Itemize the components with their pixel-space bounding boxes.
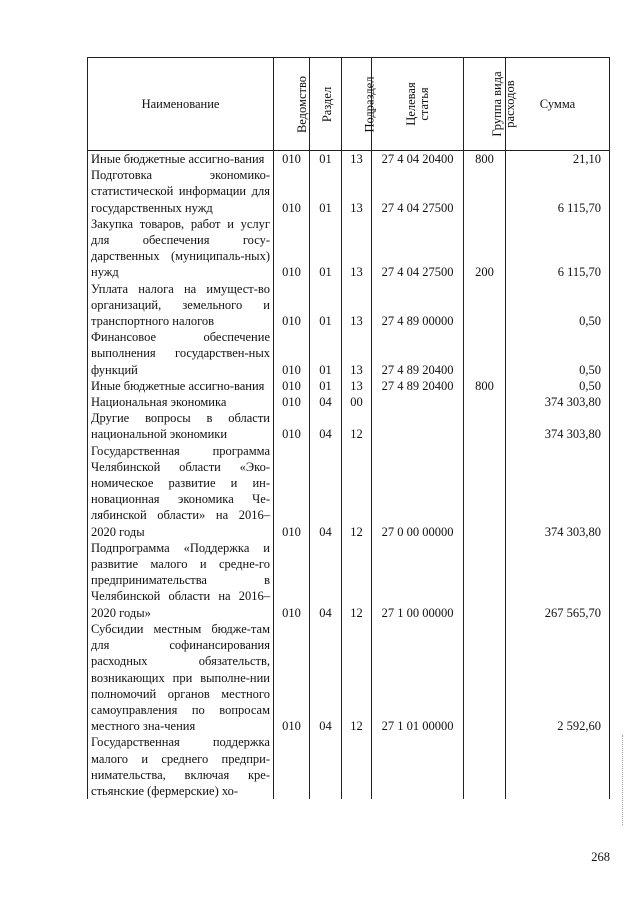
row-summa: 0,50 xyxy=(506,281,610,330)
row-razdel: 04 xyxy=(310,394,342,410)
scan-artifact xyxy=(622,735,624,825)
row-razdel: 04 xyxy=(310,443,342,540)
row-razdel: 01 xyxy=(310,216,342,281)
table-row xyxy=(88,216,610,281)
row-vedomstvo: 010 xyxy=(274,216,310,281)
table-row xyxy=(88,167,610,216)
row-podrazdel: 12 xyxy=(342,621,372,734)
row-celevaya-statya xyxy=(372,394,464,410)
row-vedomstvo: 010 xyxy=(274,281,310,330)
row-gruppa xyxy=(464,329,506,378)
header-razdel: Раздел xyxy=(310,58,342,151)
row-gruppa: 200 xyxy=(464,216,506,281)
row-gruppa: 800 xyxy=(464,378,506,394)
row-razdel: 01 xyxy=(310,151,342,168)
header-vedomstvo: Ведомство xyxy=(274,58,310,151)
row-podrazdel: 13 xyxy=(342,216,372,281)
row-podrazdel: 12 xyxy=(342,540,372,621)
row-celevaya-statya: 27 4 89 20400 xyxy=(372,378,464,394)
row-name: Государственная поддержка малого и среднего предпри-нимательства, включая кре-стьянские (фермерские) хо- xyxy=(88,734,274,799)
row-podrazdel: 13 xyxy=(342,329,372,378)
row-name: Иные бюджетные ассигно-вания xyxy=(88,378,274,394)
header-summa: Сумма xyxy=(506,58,610,151)
row-name: Иные бюджетные ассигно-вания xyxy=(88,151,274,168)
row-summa: 21,10 xyxy=(506,151,610,168)
row-gruppa xyxy=(464,394,506,410)
row-summa: 0,50 xyxy=(506,378,610,394)
table-row xyxy=(88,329,610,378)
table-row xyxy=(88,378,610,394)
table-row xyxy=(88,734,610,799)
row-celevaya-statya: 27 4 89 20400 xyxy=(372,329,464,378)
row-gruppa xyxy=(464,443,506,540)
row-summa: 374 303,80 xyxy=(506,443,610,540)
row-podrazdel: 12 xyxy=(342,410,372,442)
row-celevaya-statya: 27 1 01 00000 xyxy=(372,621,464,734)
row-gruppa xyxy=(464,410,506,442)
budget-table xyxy=(87,57,610,799)
row-summa: 2 592,60 xyxy=(506,621,610,734)
row-vedomstvo: 010 xyxy=(274,443,310,540)
row-vedomstvo: 010 xyxy=(274,394,310,410)
row-celevaya-statya xyxy=(372,734,464,799)
row-podrazdel: 13 xyxy=(342,167,372,216)
row-summa: 6 115,70 xyxy=(506,167,610,216)
header-gruppa: Группа вида расходов xyxy=(464,58,506,151)
row-name: Другие вопросы в области национальной экономики xyxy=(88,410,274,442)
row-gruppa xyxy=(464,540,506,621)
row-razdel: 01 xyxy=(310,329,342,378)
row-vedomstvo: 010 xyxy=(274,540,310,621)
row-vedomstvo: 010 xyxy=(274,378,310,394)
row-summa xyxy=(506,734,610,799)
row-celevaya-statya xyxy=(372,410,464,442)
row-name: Финансовое обеспечение выполнения государствен-ных функций xyxy=(88,329,274,378)
row-summa: 374 303,80 xyxy=(506,410,610,442)
row-vedomstvo: 010 xyxy=(274,329,310,378)
row-celevaya-statya: 27 4 89 00000 xyxy=(372,281,464,330)
row-name: Закупка товаров, работ и услуг для обеспечения госу-дарственных (муниципаль-ных) нужд xyxy=(88,216,274,281)
row-name: Уплата налога на имущест-во организаций, земельного и транспортного налогов xyxy=(88,281,274,330)
row-name: Подготовка экономико-статистической информации для государственных нужд xyxy=(88,167,274,216)
row-podrazdel: 00 xyxy=(342,394,372,410)
row-razdel: 04 xyxy=(310,621,342,734)
table-row xyxy=(88,410,610,442)
table-row xyxy=(88,394,610,410)
row-celevaya-statya: 27 4 04 27500 xyxy=(372,167,464,216)
row-name: Подпрограмма «Поддержка и развитие малого и средне-го предпринимательства в Челябинской области на 2016–2020 годы» xyxy=(88,540,274,621)
row-name: Государственная программа Челябинской области «Эко-номическое развитие и ин-новационная экономика Че-лябинской области» на 2016–2020 годы xyxy=(88,443,274,540)
row-razdel: 04 xyxy=(310,540,342,621)
row-celevaya-statya: 27 4 04 20400 xyxy=(372,151,464,168)
table-header-row xyxy=(88,58,610,151)
row-podrazdel: 13 xyxy=(342,281,372,330)
row-razdel: 01 xyxy=(310,378,342,394)
row-podrazdel: 12 xyxy=(342,443,372,540)
row-gruppa: 800 xyxy=(464,151,506,168)
row-summa: 267 565,70 xyxy=(506,540,610,621)
row-vedomstvo: 010 xyxy=(274,621,310,734)
table-row xyxy=(88,621,610,734)
row-razdel xyxy=(310,734,342,799)
row-podrazdel: 13 xyxy=(342,378,372,394)
row-razdel: 04 xyxy=(310,410,342,442)
row-gruppa xyxy=(464,734,506,799)
row-razdel: 01 xyxy=(310,281,342,330)
row-name: Субсидии местным бюдже-там для софинансирования расходных обязательств, возникающих при выполне-нии полномочий органов местного самоуправления по вопросам местного зна-чения xyxy=(88,621,274,734)
row-vedomstvo: 010 xyxy=(274,410,310,442)
row-summa: 0,50 xyxy=(506,329,610,378)
row-podrazdel: 13 xyxy=(342,151,372,168)
row-vedomstvo xyxy=(274,734,310,799)
row-razdel: 01 xyxy=(310,167,342,216)
row-celevaya-statya: 27 0 00 00000 xyxy=(372,443,464,540)
table-row xyxy=(88,281,610,330)
row-summa: 6 115,70 xyxy=(506,216,610,281)
row-summa: 374 303,80 xyxy=(506,394,610,410)
table-row xyxy=(88,151,610,168)
header-celevaya-statya: Целевая статья xyxy=(372,58,464,151)
header-name: Наименование xyxy=(88,58,274,151)
row-vedomstvo: 010 xyxy=(274,167,310,216)
row-gruppa xyxy=(464,167,506,216)
row-celevaya-statya: 27 1 00 00000 xyxy=(372,540,464,621)
row-name: Национальная экономика xyxy=(88,394,274,410)
table-row xyxy=(88,540,610,621)
row-vedomstvo: 010 xyxy=(274,151,310,168)
row-celevaya-statya: 27 4 04 27500 xyxy=(372,216,464,281)
row-podrazdel xyxy=(342,734,372,799)
row-gruppa xyxy=(464,621,506,734)
table-row xyxy=(88,443,610,540)
page-number: 268 xyxy=(591,850,610,864)
row-gruppa xyxy=(464,281,506,330)
header-podrazdel: Подраздел xyxy=(342,58,372,151)
